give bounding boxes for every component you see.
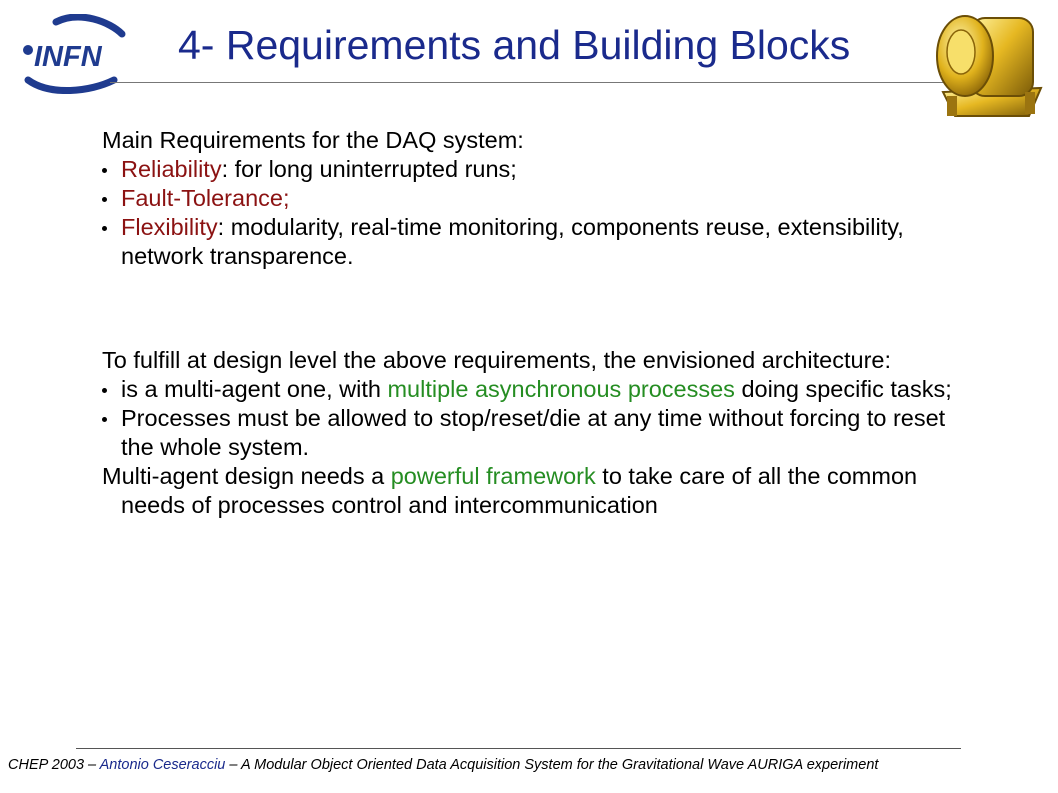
framework-text-before: Multi-agent design needs a	[102, 463, 391, 489]
bullet-icon	[102, 226, 107, 231]
slide-title: 4- Requirements and Building Blocks	[178, 22, 851, 68]
section-spacer	[102, 271, 982, 346]
architecture-item-multi-agent	[102, 375, 982, 404]
svg-text:INFN: INFN	[34, 41, 102, 73]
requirement-item-flexibility	[102, 213, 982, 271]
framework-statement	[102, 462, 982, 520]
framework-highlight: powerful framework	[390, 463, 596, 489]
footer-divider	[76, 748, 961, 749]
bullet-icon	[102, 388, 107, 393]
footer-description: – A Modular Object Oriented Data Acquisition System for the Gravitational Wave AURIGA experiment	[225, 757, 879, 773]
framework-text-after: to take care of all the common needs of processes control and intercommunication	[121, 463, 918, 518]
requirement-description: : modularity, real-time monitoring, components reuse, extensibility, network transparence.	[121, 214, 904, 269]
requirement-description: : for long uninterrupted runs;	[221, 156, 517, 182]
architecture-item-processes	[102, 404, 982, 462]
architecture-intro: To fulfill at design level the above requirements, the envisioned architecture:	[102, 347, 892, 373]
requirement-term: Flexibility	[121, 214, 218, 240]
requirement-item-reliability	[102, 155, 982, 184]
bullet-icon	[102, 168, 107, 173]
footer-conference: CHEP 2003 –	[8, 757, 100, 773]
auriga-detector-image	[925, 4, 1050, 122]
slide-footer	[8, 757, 1053, 773]
requirement-item-fault-tolerance	[102, 184, 982, 213]
bullet-icon	[102, 197, 107, 202]
requirements-heading: Main Requirements for the DAQ system:	[102, 127, 524, 153]
architecture-text: Processes must be allowed to stop/reset/die at any time without forcing to reset the whole system.	[121, 405, 946, 460]
bullet-icon	[102, 417, 107, 422]
requirement-term: Fault-Tolerance;	[121, 185, 290, 211]
architecture-highlight: multiple asynchronous processes	[387, 376, 735, 402]
footer-author: Antonio Ceseracciu	[99, 757, 226, 773]
requirement-term: Reliability	[121, 156, 222, 182]
slide-body	[102, 126, 982, 520]
architecture-text-after: doing specific tasks;	[734, 376, 952, 402]
title-divider	[110, 82, 970, 83]
architecture-text-before: is a multi-agent one, with	[121, 376, 388, 402]
auriga-detector-graphic	[925, 4, 1050, 122]
